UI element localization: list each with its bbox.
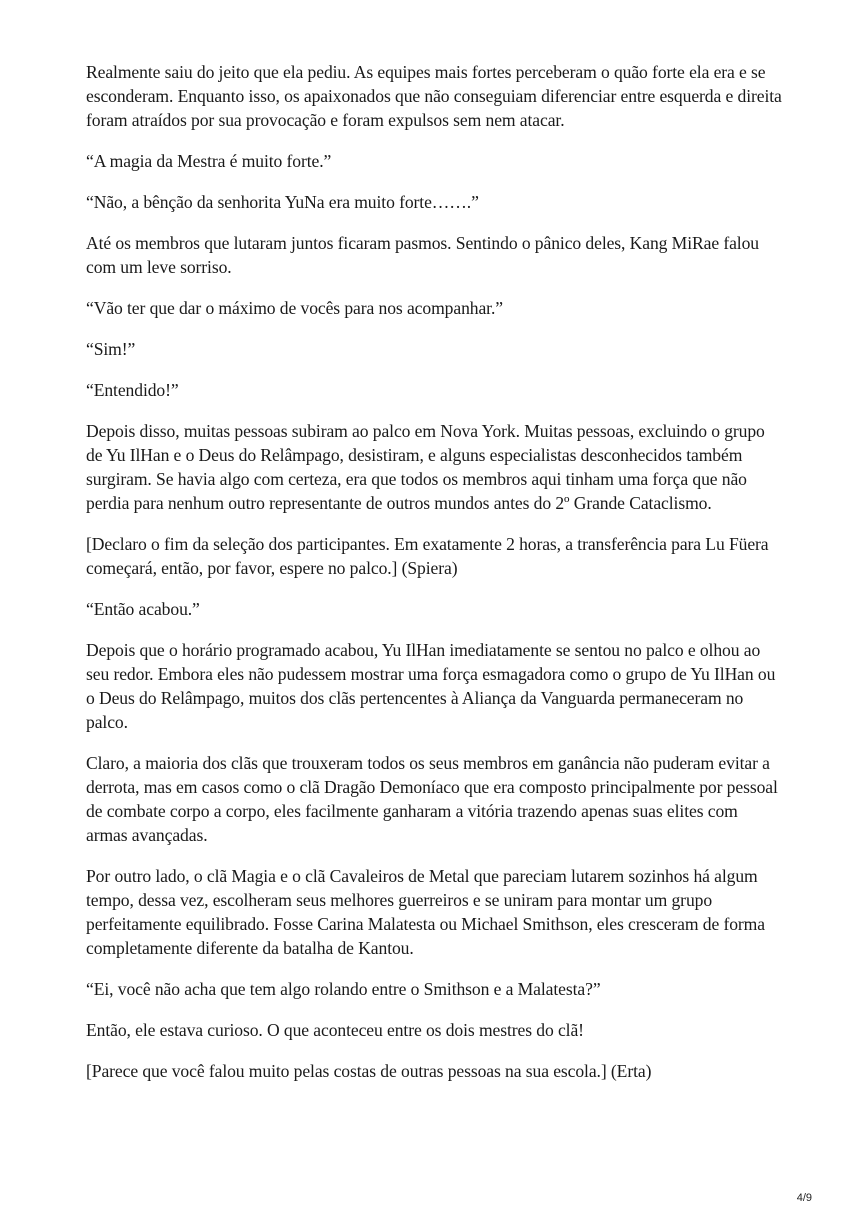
- paragraph: Então, ele estava curioso. O que aconteceu entre os dois mestres do clã!: [86, 1020, 584, 1040]
- page-number: 4/9: [796, 1192, 812, 1204]
- paragraph: “Não, a bênção da senhorita YuNa era muito forte…….”: [86, 192, 479, 212]
- paragraph: Até os membros que lutaram juntos ficaram pasmos. Sentindo o pânico deles, Kang MiRae falou com um leve sorriso.: [86, 233, 759, 277]
- paragraph: Realmente saiu do jeito que ela pediu. As equipes mais fortes perceberam o quão forte ela era e se esconderam. Enquanto isso, os apaixonados que não conseguiam diferenciar entre esquerda e direita foram atraídos por sua provocação e foram expulsos sem nem atacar.: [86, 62, 782, 130]
- paragraph: Por outro lado, o clã Magia e o clã Cavaleiros de Metal que pareciam lutarem sozinhos há algum tempo, dessa vez, escolheram seus melhores guerreiros e se uniram para montar um grupo perfeitamente equilibrado. Fosse Carina Malatesta ou Michael Smithson, eles cresceram de forma completamente diferente da batalha de Kantou.: [86, 866, 765, 958]
- paragraph: “A magia da Mestra é muito forte.”: [86, 151, 332, 171]
- paragraph: [Parece que você falou muito pelas costas de outras pessoas na sua escola.] (Erta): [86, 1061, 652, 1081]
- paragraph: [Declaro o fim da seleção dos participantes. Em exatamente 2 horas, a transferência para Lu Füera começará, então, por favor, espere no palco.] (Spiera): [86, 534, 769, 578]
- paragraph: “Ei, você não acha que tem algo rolando entre o Smithson e a Malatesta?”: [86, 979, 601, 999]
- paragraph: “Então acabou.”: [86, 599, 200, 619]
- paragraph: “Sim!”: [86, 339, 136, 359]
- paragraph: Claro, a maioria dos clãs que trouxeram todos os seus membros em ganância não puderam evitar a derrota, mas em casos como o clã Dragão Demoníaco que era composto principalmente por pessoal de combate corpo a corpo, eles facilmente ganharam a vitória trazendo apenas suas elites com armas avançadas.: [86, 753, 778, 845]
- paragraph: “Vão ter que dar o máximo de vocês para nos acompanhar.”: [86, 298, 503, 318]
- paragraph: Depois que o horário programado acabou, Yu IlHan imediatamente se sentou no palco e olhou ao seu redor. Embora eles não pudessem mostrar uma força esmagadora como o grupo de Yu IlHan ou o Deus do Relâmpago, muitos dos clãs pertencentes à Aliança da Vanguarda permaneceram no palco.: [86, 640, 776, 732]
- paragraph: Depois disso, muitas pessoas subiram ao palco em Nova York. Muitas pessoas, excluindo o grupo de Yu IlHan e o Deus do Relâmpago, desistiram, e alguns especialistas desconhecidos também surgiram. Se havia algo com certeza, era que todos os membros aqui tinham uma força que não perdia para nenhum outro representante de outros mundos antes do 2º Grande Cataclismo.: [86, 421, 765, 513]
- paragraph: “Entendido!”: [86, 380, 179, 400]
- document-body: [86, 60, 782, 1100]
